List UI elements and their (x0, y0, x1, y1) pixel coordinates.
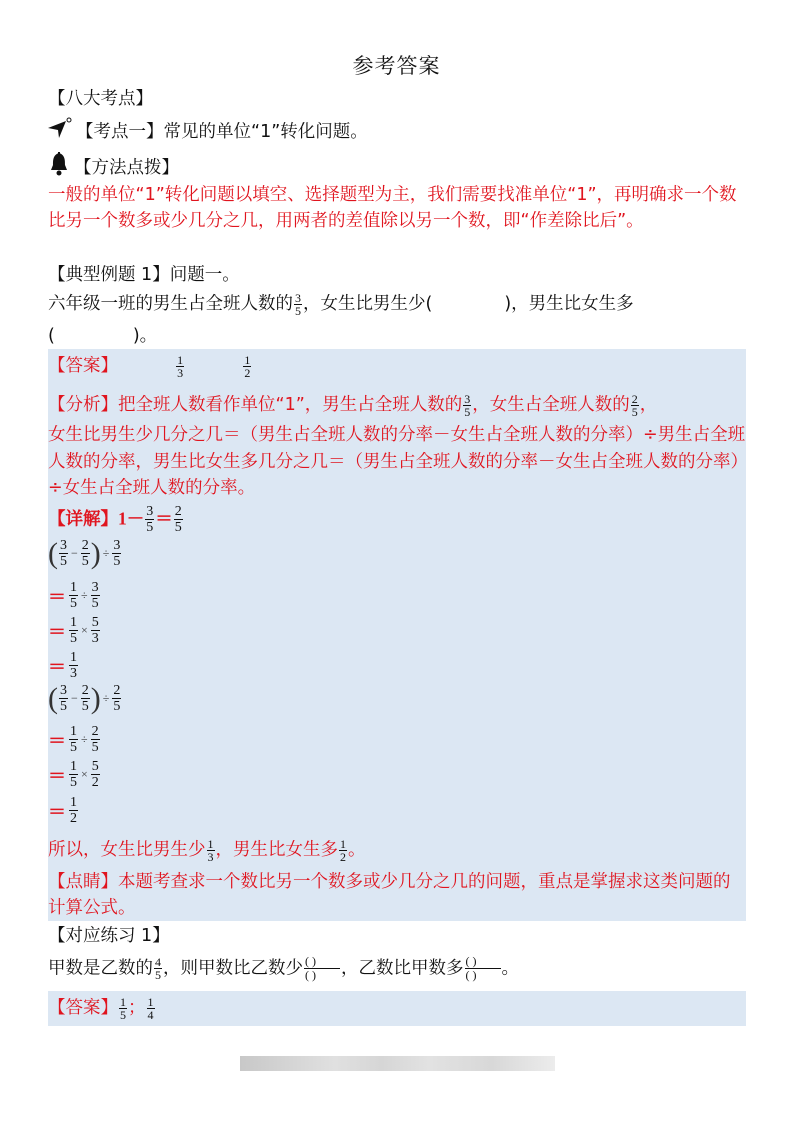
topic-line (48, 117, 368, 147)
practice-answer-line: 【答案】 $\frac{1}{5}$ ； $\frac{1}{4}$ (48, 994, 154, 1022)
section-header: 【八大考点】 (48, 89, 153, 109)
answer-fraction-1: $\frac{1}{3}$ (177, 352, 184, 380)
step-eq-4: ＝ $\frac{1}{5}$ ÷ $\frac{2}{5}$ (48, 724, 99, 755)
location-arrow-icon (48, 117, 72, 147)
answer-line (48, 353, 252, 379)
page-title: 参考答案 (352, 54, 441, 78)
step-eq-1: ＝ $\frac{1}{5}$ ÷ $\frac{3}{5}$ (48, 580, 99, 611)
step-eq-3: ＝ $\frac{1}{3}$ (48, 650, 77, 681)
practice-question: 甲数是乙数的 $\frac{4}{5}$ ，则甲数比乙数少 $\frac{( )}{( )}$ ，乙数比甲数多 $\frac{( )}{( )}$ 。 (48, 954, 519, 982)
method-label: 【方法点拨】 (74, 158, 179, 178)
analysis-line1: 【分析】把全班人数看作单位“1”，男生占全班人数的 $\frac{3}{5}$ ，女生占全班人数的 $\frac{2}{5}$ ， (48, 391, 658, 419)
step-eq-5: ＝ $\frac{1}{5}$ × $\frac{5}{2}$ (48, 759, 99, 790)
answer-label: 【答案】 (48, 356, 118, 376)
analysis-label: 【分析】 (48, 395, 118, 415)
example-question-line1: 六年级一班的男生占全班人数的 $\frac{3}{5}$ ，女生比男生少( )，男生比女生多 (48, 290, 634, 318)
practice-blank-1[interactable]: $\frac{( )}{( )}$ (304, 955, 340, 982)
conclusion-line: 所以，女生比男生少 $\frac{1}{3}$ ，男生比女生多 $\frac{1}{2}$ 。 (48, 836, 366, 864)
practice-blank-2[interactable]: $\frac{( )}{( )}$ (465, 955, 501, 982)
example-header: 【典型例题 1】问题一。 (48, 265, 240, 285)
analysis-text: 女生比男生少几分之几＝（男生占全班人数的分率－女生占全班人数的分率）÷男生占全班人数的分率，男生比女生多几分之几＝（男生占全班人数的分率－女生占全班人数的分率）÷女生占全班人数的分率。 (48, 425, 746, 498)
method-header (48, 152, 179, 184)
topic-label: 【考点一】常见的单位“1”转化问题。 (76, 122, 368, 142)
step-eq-2: ＝ $\frac{1}{5}$ × $\frac{5}{3}$ (48, 615, 99, 646)
example-question-line2: ( )。 (48, 326, 158, 346)
detail-line: 【详解】1－ $\frac{3}{5}$ ＝ $\frac{2}{5}$ (48, 504, 182, 535)
detail-label: 【详解】 (48, 509, 118, 530)
step-paren-1: ( $\frac{3}{5}$ − $\frac{2}{5}$ ) ÷ $\frac{3}{5}$ (48, 536, 121, 570)
step-eq-6: ＝ $\frac{1}{2}$ (48, 795, 77, 826)
practice-header: 【对应练习 1】 (48, 926, 170, 946)
practice-answer-label: 【答案】 (48, 998, 118, 1018)
comment-text: 【点睛】本题考查求一个数比另一个数多或少几分之几的问题，重点是掌握求这类问题的计算公式。 (48, 872, 731, 918)
bell-icon (48, 152, 70, 184)
comment-label: 【点睛】 (48, 872, 118, 892)
blurred-watermark (240, 1056, 555, 1071)
fraction: $\frac{3}{5}$ (295, 290, 301, 318)
answer-fraction-2: $\frac{1}{2}$ (244, 352, 251, 380)
step-paren-2: ( $\frac{3}{5}$ − $\frac{2}{5}$ ) ÷ $\frac{2}{5}$ (48, 681, 121, 715)
method-text: 一般的单位“1”转化问题以填空、选择题型为主，我们需要找准单位“1”，再明确求一个数比另一个数多或少几分之几，用两者的差值除以另一个数，即“作差除比后”。 (48, 185, 737, 231)
